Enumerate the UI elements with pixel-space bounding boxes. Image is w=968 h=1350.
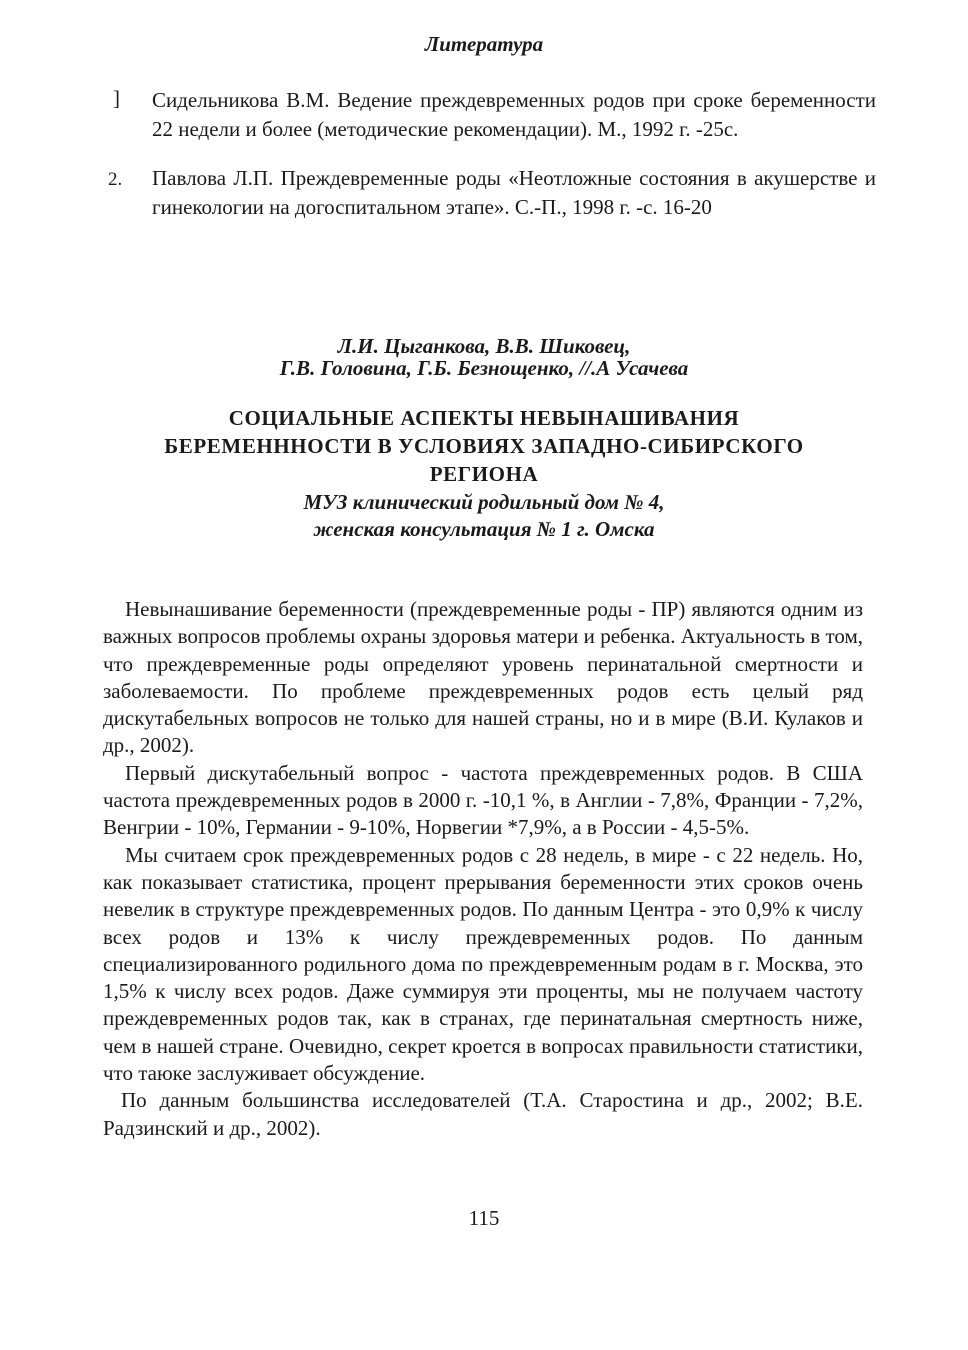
reference-number-1: ] [113, 86, 120, 110]
affiliation-line-2: женская консультация № 1 г. Омска [313, 517, 655, 541]
article-title-line-2: БЕРЕМЕНННОСТИ В УСЛОВИЯХ ЗАПАДНО-СИБИРСКОГО [164, 434, 804, 458]
article-title-line-1: СОЦИАЛЬНЫЕ АСПЕКТЫ НЕВЫНАШИВАНИЯ [228, 406, 740, 430]
body-paragraph-2: Первый дискутабельный вопрос - частота преждевременных родов. В США частота преждевременных родов в 2000 г. -10,1 %, в Англии - 7,8%, Франции - 7,2%, Венгрии - 10%, Германии - 9-10%, Норвегии *7,9%, а в России - 4,5-5%. [103, 760, 863, 840]
article-title-line-3: РЕГИОНА [429, 462, 539, 486]
page-number: 115 [468, 1206, 500, 1230]
body-paragraph-3: Мы считаем срок преждевременных родов с 28 недель, в мире - с 22 недель. Но, как показывает статистика, процент прерывания беременности этих сроков очень невелик в структуре преждевременных родов. По данным Центра - это 0,9% к числу всех родов и 13% к числу преждевременных родов. По данным специализированного родильного дома по преждевременным родам в г. Москва, это 1,5% к числу всех родов. Даже суммируя эти проценты, мы не получаем частоту преждевременных родов так, как в странах, где перинатальная смертность ниже, чем в нашей стране. Очевидно, секрет кроется в вопросах правильности статистики, что таюке заслуживает обсуждение. [103, 842, 863, 1086]
authors-line-1: Л.И. Цыганкова, В.В. Шиковец, [337, 334, 631, 358]
affiliation-line-1: МУЗ клинический родильный дом № 4, [303, 490, 665, 514]
body-paragraph-4: По данным большинства исследователей (Т.А. Старостина и др., 2002; В.Е. Радзинский и др., 2002). [103, 1088, 863, 1140]
reference-1: Сидельникова В.М. Ведение преждевременных родов при сроке беременности 22 недели и более (методические рекомендации). М., 1992 г. -25с. [152, 88, 876, 141]
reference-number-2: 2. [108, 169, 123, 190]
article-body [103, 596, 863, 1142]
authors-line-2: Г.В. Головина, Г.Б. Безнощенко, //.А Усачева [279, 356, 689, 380]
body-paragraph-1: Невынашивание беременности (преждевременные роды - ПР) являются одним из важных вопросов проблемы охраны здоровья матери и ребенка. Актуальность в том, что преждевременные роды определяют уровень перинатальной смертности и заболеваемости. По проблеме преждевременных родов есть целый ряд дискутабельных вопросов не только для нашей страны, но и в мире (В.И. Кулаков и др., 2002). [103, 597, 863, 758]
reference-2: Павлова Л.П. Преждевременные роды «Неотложные состояния в акушерстве и гинекологии на догоспитальном этапе». С.-П., 1998 г. -с. 16-20 [152, 166, 876, 219]
section-header: Литература [424, 32, 544, 56]
